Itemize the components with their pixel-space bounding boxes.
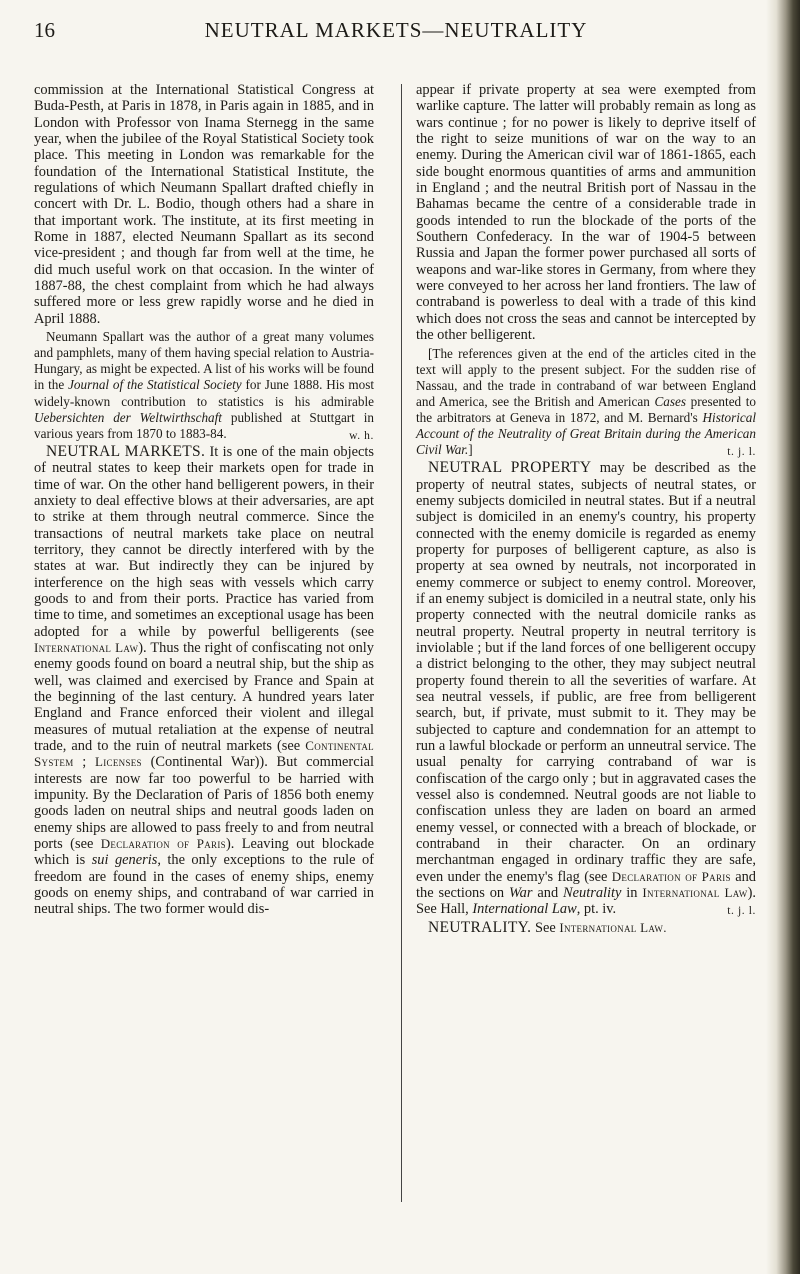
cross-reference-link[interactable]: Declaration of Paris <box>611 868 731 884</box>
text-span: [The references given at the end of the articles cited in the text will apply to the present subject. For the sudden rise of Nassau, and the trade in contraband of war between England and America, see the British and American <box>416 345 756 409</box>
journal-title: Journal of the Statistical Society <box>68 377 242 393</box>
text-span: and the sections on <box>416 868 756 902</box>
headword: NEUTRAL MARKETS. <box>46 442 206 460</box>
author-initials: t. j. l. <box>727 446 756 459</box>
entry-neutral-markets <box>34 444 374 918</box>
author-initials: t. j. l. <box>727 905 756 918</box>
headword: NEUTRALITY. <box>428 918 532 936</box>
text-span: ). See Hall, <box>416 885 756 918</box>
page-header <box>34 18 758 44</box>
text-span: in <box>626 885 638 902</box>
text-span: It is one of the main objects of neutral states to keep their markets open for trade in time of war. On the other hand belligerent powers, in their anxiety to deal effective blows at their adversaries, are apt to strike at them through neutral commerce. Since the transactions of neutral markets take place on neutral territory, they cannot be directly interfered with by the states at war. But indirectly they can be injured by interference on the high seas with vessels which carry goods to and from their ports. Practice has varied from time to time, and sometimes an exceptional usage has been adopted for a while by powerful belligerents (see <box>34 443 374 640</box>
column-divider <box>401 84 402 1202</box>
text-span: ). Leaving out blockade which is <box>34 836 374 869</box>
text-span: may be described as the property of neutral states, subjects of neutral states, or enemy subjects domiciled in neutral states. But if a neutral subject is domiciled in an enemy's country, his property connected with the enemy domicile is regarded as enemy property for purposes of belligerent capture, as also is property at sea owned by neutrals, not incorporated in enemy commerce or subject to enemy control. Moreover, if an enemy subject is domiciled in a neutral state, only his property connected with the neutral domicile ranks as neutral property. Neutral property in neutral territory is inviolable ; but if the land forces of one belligerent occupy a district belonging to the other, they may subject neutral property found therein to all the severities of warfare. At sea neutral vessels, if public, are free from belligerent search, but, if private, must submit to it. They may be subjected to capture and condemnation for an attempt to run a lawful blockade or perform an unneutral service. The usual penalty for carrying contraband of war is confiscation of the cargo only ; but in aggravated cases the vessel also is condemned. Neutral goods are not liable to confiscation unless they are laden on board an armed enemy vessel, or connected with a breach of blockade, or contraband in their character. On an ordinary merchantman engaged in ordinary traffic they are safe, even under the enemy's flag (see <box>416 460 756 885</box>
section-title: Neutrality <box>563 885 622 902</box>
text-span: and <box>537 885 559 902</box>
headword: NEUTRAL PROPERTY <box>428 459 592 477</box>
text-span: ] <box>468 442 473 458</box>
cross-reference-link[interactable]: International Law <box>34 639 139 655</box>
page-edge-shadow <box>766 0 800 1274</box>
entry-neutral-markets-continued: appear if private property at sea were exempted from warlike capture. The latter will probably remain as long as wars continue ; for no power is likely to deprive itself of the right to seize munitions of war on the way to an enemy. During the American civil war of 1861-1865, each side bought enormous quantities of arms and ammunition in England ; and the neutral British port of Nassau in the Bahamas became the centre of a considerable trade in goods intended to run the blockade of the ports of the Southern Confederacy. In the war of 1904-5 between Russia and Japan the former power purchased all sorts of weapons and war-like stores in Germany, from where they were conveyed to her across her land frontiers. The law of contraband is powerless to deal with a trade of this kind which does not cross the seas and cannot be intercepted by the other belligerent. <box>416 82 756 344</box>
cross-reference-link[interactable]: Continental System <box>34 738 374 770</box>
book-title: Historical Account of the Neutrality of Great Britain during the American Civil War. <box>416 409 756 458</box>
left-column <box>34 82 374 918</box>
neutral-markets-references <box>416 346 756 459</box>
book-title: International Law <box>472 901 577 918</box>
cross-reference-link[interactable]: International Law. <box>559 919 667 935</box>
cross-reference-link[interactable]: International Law <box>642 885 748 901</box>
entry-neutrality <box>416 920 756 936</box>
text-span: published at Stuttgart in various years from 1870 to 1883-84. <box>34 409 374 441</box>
text-span: ; <box>73 754 96 771</box>
text-span: (Continental War)). But commercial interests are now far too powerful to be harried with impunity. By the Declaration of Paris of 1856 both enemy goods laden on neutral ships and neutral goods laden on enemy ships are allowed to pass freely to and from neutral ports (see <box>34 754 374 853</box>
text-span: ). Thus the right of confiscating not only enemy goods found on board a neutral ship, but the ship as well, was claimed and exercised by France and Spain at the beginning of the last century. A hundred years later England and France enforced their violent and illegal measures of mutual retaliation at the expense of neutral trade, and to the ruin of neutral markets (see <box>34 639 374 754</box>
section-title: War <box>509 885 533 902</box>
cross-reference-link[interactable]: Licenses <box>95 754 142 770</box>
latin-phrase: sui generis <box>91 852 158 869</box>
running-title: NEUTRAL MARKETS—NEUTRALITY <box>204 18 588 42</box>
entry-neumann-continued: commission at the International Statistical Congress at Buda-Pesth, at Paris in 1878, in Paris again in 1885, and in London with Professor von Inama Sternegg in the same year, when the jubilee of the Royal Statistical Society took place. This meeting in London was remarkable for the foundation of the International Statistical Institute, the regulations of which Neumann Spallart drafted chiefly in concert with Dr. L. Bodio, though others had a share in that important work. The institute, at its first meeting in Rome in 1887, elected Neumann Spallart as its second vice-president ; and though far from well at the time, he did much useful work on that occasion. In the winter of 1887-88, the chest complaint from which he had always suffered more or less grew rapidly worse and he died in April 1888. <box>34 82 374 327</box>
page-number: 16 <box>34 18 55 42</box>
cases-title: Cases <box>654 393 686 409</box>
text-span: , pt. iv. <box>576 901 617 918</box>
entry-neutral-property <box>416 460 756 918</box>
text-span: presented to the arbitrators at Geneva in 1872, and M. Bernard's <box>416 393 757 425</box>
right-column <box>416 82 756 936</box>
author-initials: w. h. <box>349 429 374 442</box>
text-span: for June 1888. His most widely-known contribution to statistics is his admirable <box>34 377 375 409</box>
neumann-bibliography-paragraph <box>34 329 374 442</box>
work-title: Uebersichten der Weltwirthschaft <box>34 409 222 425</box>
cross-reference-link[interactable]: Declaration of Paris <box>100 836 226 852</box>
text-span: See <box>534 919 556 936</box>
text-span: Neumann Spallart was the author of a great many volumes and pamphlets, many of them having special relation to Austria-Hungary, as might be expected. A list of his works will be found in the <box>34 329 374 393</box>
text-span: , the only exceptions to the rule of freedom are found in the cases of enemy ships, enemy goods on enemy ships, and contraband of war carried in neutral ships. The two former would dis- <box>34 852 374 918</box>
